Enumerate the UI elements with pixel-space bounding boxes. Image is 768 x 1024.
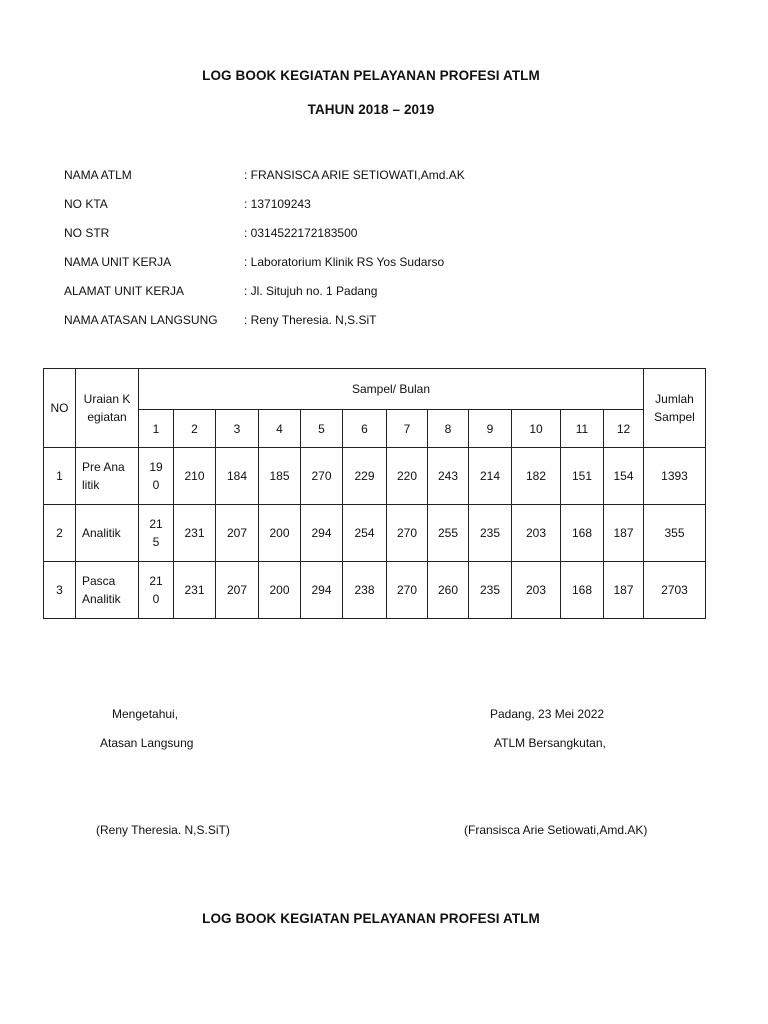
month-header: 6 [343, 410, 387, 448]
row-uraian [76, 505, 139, 562]
row-value: 214 [469, 448, 512, 505]
sample-table [43, 368, 706, 619]
table-header-row [44, 369, 706, 410]
row-value: 200 [259, 505, 301, 562]
month-header: 7 [387, 410, 428, 448]
row-value [139, 562, 174, 619]
month-header: 12 [604, 410, 644, 448]
row-uraian-text: Pasca Analitik [82, 574, 121, 606]
info-value-alamat: : Jl. Situjuh no. 1 Padang [244, 284, 377, 298]
info-label-nama-atlm: NAMA ATLM [64, 168, 132, 182]
row-value: 238 [343, 562, 387, 619]
row-value-text: 215 [149, 517, 163, 549]
row-no: 1 [44, 448, 76, 505]
row-value: 203 [512, 505, 561, 562]
row-value: 294 [301, 562, 343, 619]
row-value: 185 [259, 448, 301, 505]
info-value-atasan: : Reny Theresia. N,S.SiT [244, 313, 377, 327]
row-value: 203 [512, 562, 561, 619]
info-value-nama-atlm: : FRANSISCA ARIE SETIOWATI,Amd.AK [244, 168, 465, 182]
row-value: 168 [561, 562, 604, 619]
info-label-unit-kerja: NAMA UNIT KERJA [64, 255, 172, 269]
info-value-unit-kerja: : Laboratorium Klinik RS Yos Sudarso [244, 255, 444, 269]
info-label-no-str: NO STR [64, 226, 110, 240]
row-value: 260 [428, 562, 469, 619]
row-value: 235 [469, 562, 512, 619]
table-row [44, 448, 706, 505]
row-value: 220 [387, 448, 428, 505]
row-uraian [76, 448, 139, 505]
row-value: 270 [301, 448, 343, 505]
header-sampel-bulan: Sampel/ Bulan [139, 369, 644, 410]
row-jumlah: 1393 [644, 448, 706, 505]
month-header: 4 [259, 410, 301, 448]
row-value: 294 [301, 505, 343, 562]
month-header: 5 [301, 410, 343, 448]
info-value-no-kta: : 137109243 [244, 197, 311, 211]
row-uraian-text: Analitik [82, 526, 121, 540]
row-value [139, 505, 174, 562]
table-row [44, 562, 706, 619]
sig-place-date: Padang, 23 Mei 2022 [490, 707, 605, 721]
month-header: 2 [174, 410, 216, 448]
row-value: 270 [387, 562, 428, 619]
month-header: 9 [469, 410, 512, 448]
row-no: 2 [44, 505, 76, 562]
row-value: 254 [343, 505, 387, 562]
row-value-text: 190 [149, 460, 163, 492]
month-header: 10 [512, 410, 561, 448]
header-no: NO [44, 369, 76, 448]
month-header: 11 [561, 410, 604, 448]
row-value: 231 [174, 505, 216, 562]
header-uraian [76, 369, 139, 448]
header-uraian-text: Uraian Kegiatan [83, 392, 131, 424]
header-jumlah-text: Jumlah Sampel [654, 392, 695, 424]
row-value: 210 [174, 448, 216, 505]
row-no: 3 [44, 562, 76, 619]
row-value: 243 [428, 448, 469, 505]
document-year: TAHUN 2018 – 2019 [307, 102, 435, 117]
row-value: 168 [561, 505, 604, 562]
row-value: 235 [469, 505, 512, 562]
document-title: LOG BOOK KEGIATAN PELAYANAN PROFESI ATLM [202, 68, 540, 83]
row-value: 154 [604, 448, 644, 505]
row-value: 207 [216, 505, 259, 562]
row-value: 151 [561, 448, 604, 505]
row-value: 207 [216, 562, 259, 619]
info-label-no-kta: NO KTA [64, 197, 108, 211]
sig-atasan-langsung: Atasan Langsung [100, 736, 194, 750]
row-value [139, 448, 174, 505]
month-header: 8 [428, 410, 469, 448]
row-uraian-text: Pre Analitik [82, 460, 125, 492]
sig-name-atlm: (Fransisca Arie Setiowati,Amd.AK) [464, 823, 648, 837]
row-uraian [76, 562, 139, 619]
table-row [44, 505, 706, 562]
row-value: 182 [512, 448, 561, 505]
row-value: 270 [387, 505, 428, 562]
row-value: 184 [216, 448, 259, 505]
info-label-alamat: ALAMAT UNIT KERJA [64, 284, 185, 298]
header-jumlah [644, 369, 706, 448]
info-value-no-str: : 0314522172183500 [244, 226, 357, 240]
row-value: 255 [428, 505, 469, 562]
row-value-text: 210 [149, 574, 163, 606]
info-label-atasan: NAMA ATASAN LANGSUNG [64, 313, 218, 327]
row-value: 187 [604, 505, 644, 562]
row-value: 200 [259, 562, 301, 619]
month-header: 1 [139, 410, 174, 448]
next-page-title: LOG BOOK KEGIATAN PELAYANAN PROFESI ATLM [202, 911, 540, 926]
row-value: 187 [604, 562, 644, 619]
sig-mengetahui: Mengetahui, [112, 707, 179, 721]
row-value: 229 [343, 448, 387, 505]
table-month-row [44, 410, 706, 448]
row-jumlah: 355 [644, 505, 706, 562]
row-value: 231 [174, 562, 216, 619]
sig-atlm-bersangkutan: ATLM Bersangkutan, [494, 736, 606, 750]
row-jumlah: 2703 [644, 562, 706, 619]
month-header: 3 [216, 410, 259, 448]
sig-name-atasan: (Reny Theresia. N,S.SiT) [96, 823, 230, 837]
